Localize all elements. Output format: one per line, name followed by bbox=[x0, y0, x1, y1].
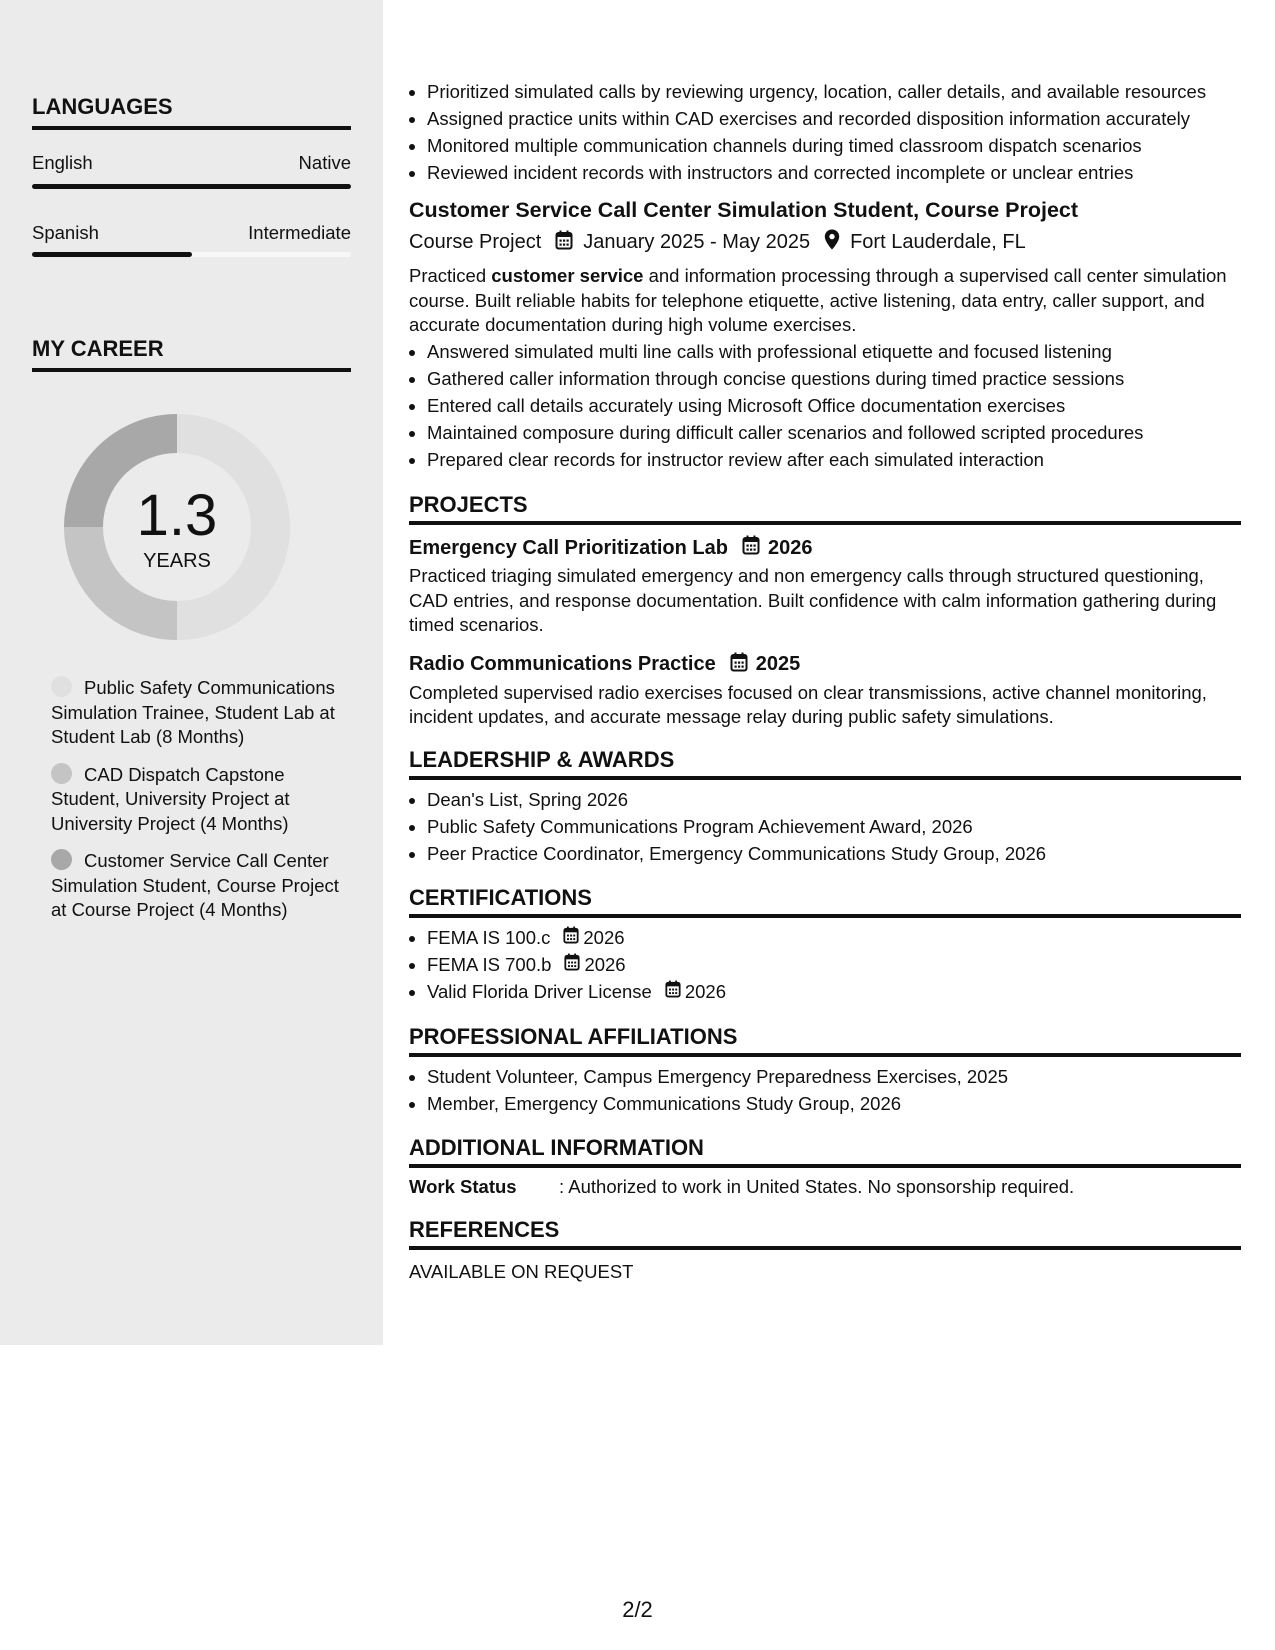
sidebar bbox=[0, 0, 383, 1345]
page-number: 2/2 bbox=[622, 1597, 653, 1622]
bullet-item: • Member, Emergency Communications Study Group, 2026 bbox=[427, 1090, 1241, 1117]
leadership-heading: LEADERSHIP & AWARDS bbox=[409, 747, 1241, 780]
leadership-list bbox=[409, 786, 1241, 867]
project-description: Completed supervised radio exercises focused on clear transmissions, active channel monitoring, incident updates, and accurate message relay during public safety simulations. bbox=[409, 681, 1207, 727]
certification-item bbox=[427, 978, 1241, 1005]
work-status-row bbox=[409, 1176, 1241, 1198]
calendar-icon bbox=[730, 652, 748, 678]
career-dot-icon bbox=[51, 676, 72, 697]
bullet-item: • Answered simulated multi line calls with professional etiquette and focused listening bbox=[427, 338, 1241, 365]
career-total-value: 1.3 bbox=[136, 483, 218, 548]
bullet-item: • Dean's List, Spring 2026 bbox=[427, 786, 1241, 813]
additional-section bbox=[409, 1135, 1241, 1198]
language-name: English bbox=[32, 152, 93, 173]
certification-name: • FEMA IS 700.b bbox=[427, 954, 552, 975]
certification-name: • FEMA IS 100.c bbox=[427, 927, 551, 948]
project-title bbox=[409, 535, 1241, 561]
bullet-item: • Maintained composure during difficult caller scenarios and followed scripted procedures bbox=[427, 419, 1241, 446]
certification-year: 2026 bbox=[584, 954, 626, 975]
language-bar bbox=[32, 184, 351, 189]
language-name: Spanish bbox=[32, 222, 99, 243]
career-donut bbox=[64, 414, 290, 640]
career-heading: MY CAREER bbox=[32, 336, 351, 372]
job-desc-pre: Practiced bbox=[409, 265, 492, 286]
language-level: Intermediate bbox=[248, 222, 351, 243]
references-text: AVAILABLE ON REQUEST bbox=[409, 1261, 634, 1282]
project-name: Radio Communications Practice bbox=[409, 653, 716, 675]
language-bar-fill bbox=[32, 252, 192, 257]
job-meta bbox=[409, 229, 1241, 256]
job-desc-post: and information processing through a supervised call center simulation course. Built reliable habits for telephone etiquette, active listening, data entry, caller support, and accurate documentation during high volume exercises. bbox=[409, 265, 1227, 335]
certifications-section bbox=[409, 885, 1241, 1005]
bullet-item: • Entered call details accurately using Microsoft Office documentation exercises bbox=[427, 392, 1241, 419]
career-item-text: CAD Dispatch Capstone Student, University Project at University Project (4 Months) bbox=[51, 763, 290, 834]
bullet-item: • Prioritized simulated calls by reviewing urgency, location, caller details, and available resources bbox=[427, 78, 1241, 105]
affiliations-list bbox=[409, 1063, 1241, 1117]
career-item bbox=[51, 676, 341, 750]
certification-item bbox=[427, 951, 1241, 978]
certification-year: 2026 bbox=[583, 927, 625, 948]
job-title: Customer Service Call Center Simulation Student, Course Project bbox=[409, 198, 1079, 222]
projects-heading: PROJECTS bbox=[409, 492, 1241, 525]
calendar-icon bbox=[563, 924, 579, 951]
calendar-icon bbox=[555, 230, 573, 256]
bullet-item: • Monitored multiple communication channels during timed classroom dispatch scenarios bbox=[427, 132, 1241, 159]
certification-item bbox=[427, 924, 1241, 951]
language-level: Native bbox=[298, 152, 351, 173]
references-section bbox=[409, 1217, 1241, 1285]
project-title bbox=[409, 652, 1241, 678]
job-company: Course Project bbox=[409, 231, 542, 253]
certifications-heading: CERTIFICATIONS bbox=[409, 885, 1241, 918]
location-pin-icon bbox=[824, 229, 840, 256]
work-status-label: Work Status bbox=[409, 1176, 517, 1197]
bullet-item: • Student Volunteer, Campus Emergency Preparedness Exercises, 2025 bbox=[427, 1063, 1241, 1090]
top-bullets-block bbox=[409, 78, 1241, 186]
affiliations-section bbox=[409, 1024, 1241, 1117]
project-year: 2026 bbox=[767, 536, 813, 559]
bullet-item: • Reviewed incident records with instructors and corrected incomplete or unclear entries bbox=[427, 159, 1241, 186]
bullet-item: • Prepared clear records for instructor review after each simulated interaction bbox=[427, 446, 1241, 473]
references-heading: REFERENCES bbox=[409, 1217, 1241, 1250]
calendar-icon bbox=[665, 978, 681, 1005]
career-dot-icon bbox=[51, 763, 72, 784]
bullet-item: • Peer Practice Coordinator, Emergency Communications Study Group, 2026 bbox=[427, 840, 1241, 867]
project-year: 2025 bbox=[755, 653, 801, 675]
language-bar-fill bbox=[32, 184, 351, 189]
leadership-section bbox=[409, 747, 1241, 867]
bullet-item: • Public Safety Communications Program Achievement Award, 2026 bbox=[427, 813, 1241, 840]
projects-section bbox=[409, 492, 1241, 730]
work-status-value: : Authorized to work in United States. No sponsorship required. bbox=[559, 1176, 1075, 1197]
affiliations-heading: PROFESSIONAL AFFILIATIONS bbox=[409, 1024, 1241, 1057]
certification-year: 2026 bbox=[684, 981, 726, 1002]
job-dates: January 2025 - May 2025 bbox=[583, 231, 811, 253]
bullet-item: • Gathered caller information through concise questions during timed practice sessions bbox=[427, 365, 1241, 392]
career-item-text: Customer Service Call Center Simulation Student, Course Project at Course Project (4 Months) bbox=[51, 850, 339, 920]
career-item-text: Public Safety Communications Simulation Trainee, Student Lab at Student Lab (8 Months) bbox=[51, 677, 335, 747]
project-description: Practiced triaging simulated emergency and non emergency calls through structured questioning, CAD entries, and response documentation. Built confidence with calm information gathering during timed scenarios. bbox=[409, 565, 1217, 635]
job-description bbox=[409, 264, 1241, 338]
languages-heading: LANGUAGES bbox=[32, 94, 351, 130]
career-dot-icon bbox=[51, 849, 72, 870]
job-location: Fort Lauderdale, FL bbox=[850, 231, 1026, 253]
calendar-icon bbox=[564, 951, 580, 978]
project-name: Emergency Call Prioritization Lab bbox=[409, 536, 728, 559]
career-list bbox=[51, 676, 341, 936]
additional-heading: ADDITIONAL INFORMATION bbox=[409, 1135, 1241, 1168]
career-item bbox=[51, 849, 341, 923]
career-total-unit: YEARS bbox=[143, 550, 211, 572]
calendar-icon bbox=[742, 535, 760, 561]
job-entry bbox=[409, 198, 1241, 473]
job-desc-keyword: customer service bbox=[491, 265, 644, 286]
certification-name: • Valid Florida Driver License bbox=[427, 981, 652, 1002]
language-bar bbox=[32, 252, 351, 257]
career-item bbox=[51, 763, 341, 837]
bullet-item: • Assigned practice units within CAD exercises and recorded disposition information accurately bbox=[427, 105, 1241, 132]
experience-bullets bbox=[409, 78, 1241, 186]
job-bullets bbox=[409, 338, 1241, 473]
certifications-list bbox=[409, 924, 1241, 1005]
